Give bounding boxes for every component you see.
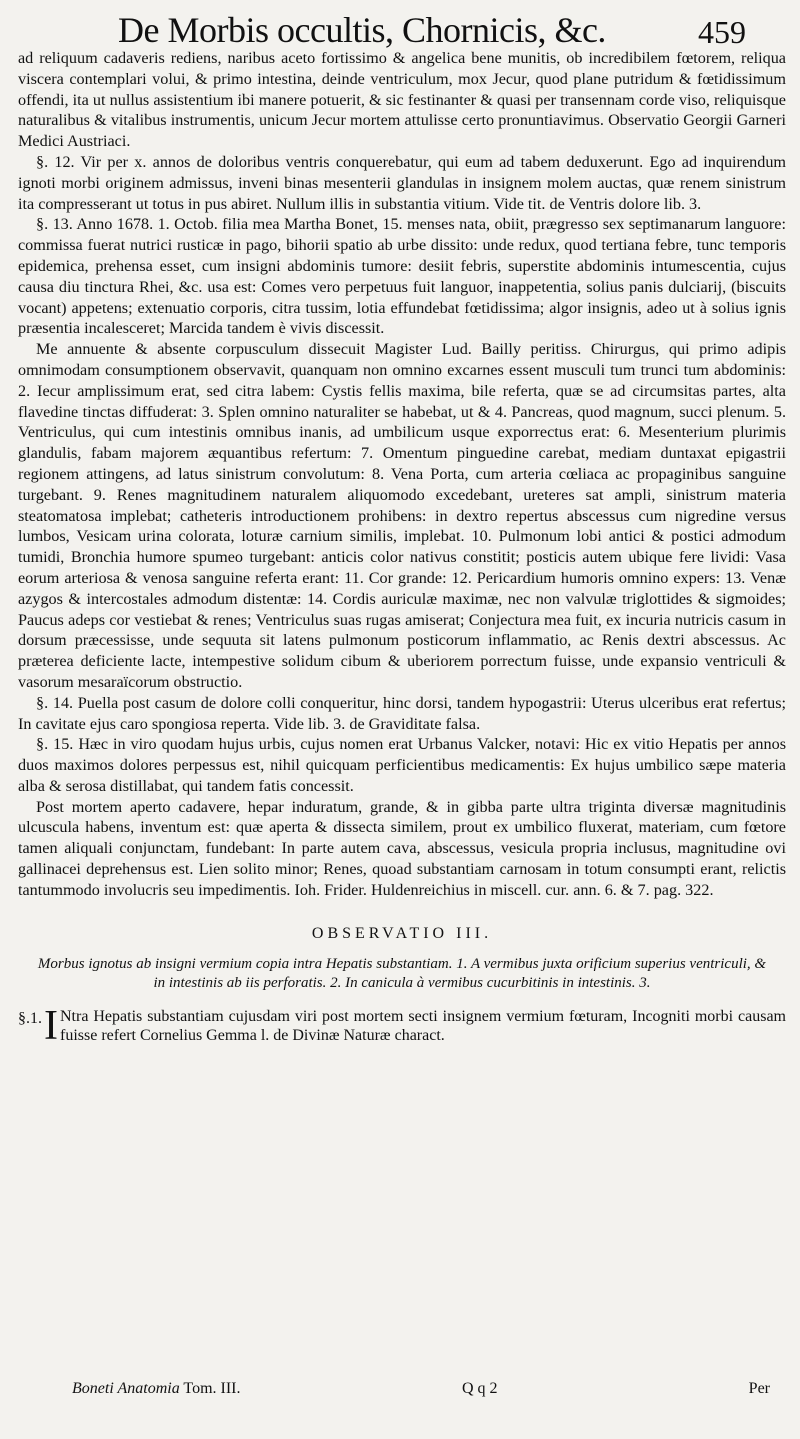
paragraph-section-13: §. 13. Anno 1678. 1. Octob. filia mea Martha Bonet, 15. menses nata, obiit, prægresso sex septimanarum languore: commissa fuerat nutrici rusticæ in pago, bihorii spatio ab urbe dissito: unde redux, quod tertiana febre, tunc temporis epidemica, prehensa esset, cum insigni abdominis tumore: desiit febris, superstite abdominis intumescentia, cujus causa diu tinctura Rhei, &c. usa est: Comes vero perpetuus fuit languor, inappetentia, solius panis dulciarij, (biscuits vocant) appetens; extenuatio corporis, citra tussim, lotia effundebat fœtidissima; algor insignis, adeo ut à solius ignis præsentia incalesceret; Marcida tandem è vivis discessit.	[18, 215, 786, 338]
paragraph-section-14: §. 14. Puella post casum de dolore colli conqueritur, hinc dorsi, tandem hypogastrii: Uterus ulceribus erat refertus; In cavitate ejus caro spongiosa reperta. Vide lib. 3. de Graviditate falsa.	[18, 693, 786, 733]
signature-mark: Q q 2	[462, 1380, 498, 1397]
running-title: De Morbis occultis, Chornicis, &c.	[118, 10, 606, 50]
paragraph-dissection: Me annuente & absente corpusculum dissecuit Magister Lud. Bailly peritiss. Chirurgus, qui primo adipis omnimodam consumptionem observavit, quanquam non omnino excarnes essent musculi tum trunci tum abdominis: 2. Iecur amplissimum erat, sed citra labem: Cystis fellis maxima, bile referta, quæ se ad circumsitas partes, alta flavedine tinctas diffuderat: 3. Splen omnino naturaliter se habebat, ut & 4. Pancreas, quod magnum, succi plenum. 5. Ventriculus, qui cum intestinis omnibus inanis, ad umbilicum usque exporrectus erat: 6. Mesenterium plurimis glandulis, fabam majorem æquantibus refertum: 7. Omentum pinguedine carebat, mediam duntaxat epigastrii regionem attingens, ad latus sinistrum convolutum: 8. Vena Porta, cum arteria cœliaca ac propaginibus sanguine turgebant. 9. Renes magnitudinem naturalem aliquomodo excedebant, ureteres sat ampli, sinistrum materia steatomatosa implebat; catheteris introductionem prohibens: in dextro repertus abscessus cum nigredine versus lumbos, Vesicam urina colorata, loturæ carnium similis, implebat. 10. Pulmonum lobi antici & postici admodum tumidi, Bronchia humore spumeo turgebant: anticis color nativus constitit; posticis autem ubique fere lividi: Vasa eorum arteriosa & venosa sanguine referta erant: 11. Cor grande: 12. Pericardium humoris omnino expers: 13. Venæ azygos & intercostales admodum distentæ: 14. Cordis auriculæ maximæ, nec non valvulæ triglottides & sigmoides; Paucus adeps cor vestiebat & renes; Ventriculus suas rugas amiserat; Conjectura mea fuit, ex incuria nutricis casum in dorsum præcessisse, unde sequuta sit latens pulmonum posticorum inflammatio, ac Renis dextri abscessus. Ac præterea deficiente lacte, intempestive solidum cibum & uberiorem porrectum fuisse, unde expansio ventriculi & vasorum mesaraïcorum obstructio.	[18, 340, 786, 691]
paragraph-post-mortem: Post mortem aperto cadavere, hepar induratum, grande, & in gibba parte ultra triginta diversæ magnitudinis ulcuscula habens, inventum est: quæ aperta & dissecta similem, prout ex umbilico fluxerat, materiam, cum fœtore tamen aliquali conjunctam, fundebant: In parte autem cava, abscessus, vesicula propria inclusus, magnitudine ovi gallinacei deprehensus est. Lien solito minor; Renes, quoad substantiam carnosam in totum consumpti erant, relictis tantummodo involucris seu impedimentis. Ioh. Frider. Huldenreichius in miscell. cur. ann. 6. & 7. pag. 322.	[18, 797, 786, 899]
page-header	[18, 0, 786, 48]
signature-line	[72, 1380, 241, 1398]
drop-capital: I	[44, 1002, 58, 1049]
paragraph-garneri: ad reliquum cadaveris rediens, naribus aceto fortissimo & angelica bene munitis, ob incredibilem fœtorem, reliqua viscera contemplari volui, & primo intestina, deinde ventriculum, mox Jecur, quod plane putridum & fœtidissimum offendi, ita ut nullus assistentium ibi manere potuerit, & sic festinanter & quasi per transennam corde viso, reliquisque naturalibus & vitalibus instrumentis, unicum Jecur mortem attulisse certo pronuntiavimus. Observatio Georgii Garneri Medici Austriaci.	[18, 49, 786, 151]
first-paragraph-text: Ntra Hepatis substantiam cujusdam viri post mortem secti insignem vermium fœturam, Incogniti morbi causam fuisse refert Cornelius Gemma l. de Divinæ Naturæ charact.	[60, 1007, 786, 1044]
paragraph-section-15: §. 15. Hæc in viro quodam hujus urbis, cujus nomen erat Urbanus Valcker, notavi: Hic ex vitio Hepatis per annos duos maximos dolores perpessus est, nihil quicquam perficientibus medicamentis: Ex hujus umbilico sæpe materia alba & serosa distillabat, qui tandem fatis concessit.	[18, 735, 786, 795]
page-footer	[72, 1380, 770, 1404]
observation-first-paragraph	[18, 1002, 786, 1049]
paragraph-section-12: §. 12. Vir per x. annos de doloribus ventris conquerebatur, qui eum ad tabem deduxerunt. Ego ad inquirendum ignoti morbi originem admissus, inveni binas mesenterii glandulas in insignem molem auctas, quæ renem sinistrum ita compresserant ut totus in pus abiret. Nullum illis in substantia vitium. Vide tit. de Ventris dolore lib. 3.	[18, 152, 786, 213]
page-number: 459	[698, 14, 746, 50]
catchword: Per	[748, 1380, 770, 1397]
section-mark: §.1.	[18, 1009, 42, 1027]
observation-heading: OBSERVATIO III.	[311, 924, 493, 942]
signature-title: Boneti Anatomia	[72, 1380, 180, 1397]
signature-volume: Tom. III.	[183, 1380, 241, 1397]
body-text	[18, 48, 786, 901]
observation-summary: Morbus ignotus ab insigni vermium copia intra Hepatis substantiam. 1. A vermibus juxta orificium superius ventriculi, & in intestinis ab iis perforatis. 2. In canicula à vermibus cucurbitinis in intestinis. 3.	[37, 955, 767, 991]
